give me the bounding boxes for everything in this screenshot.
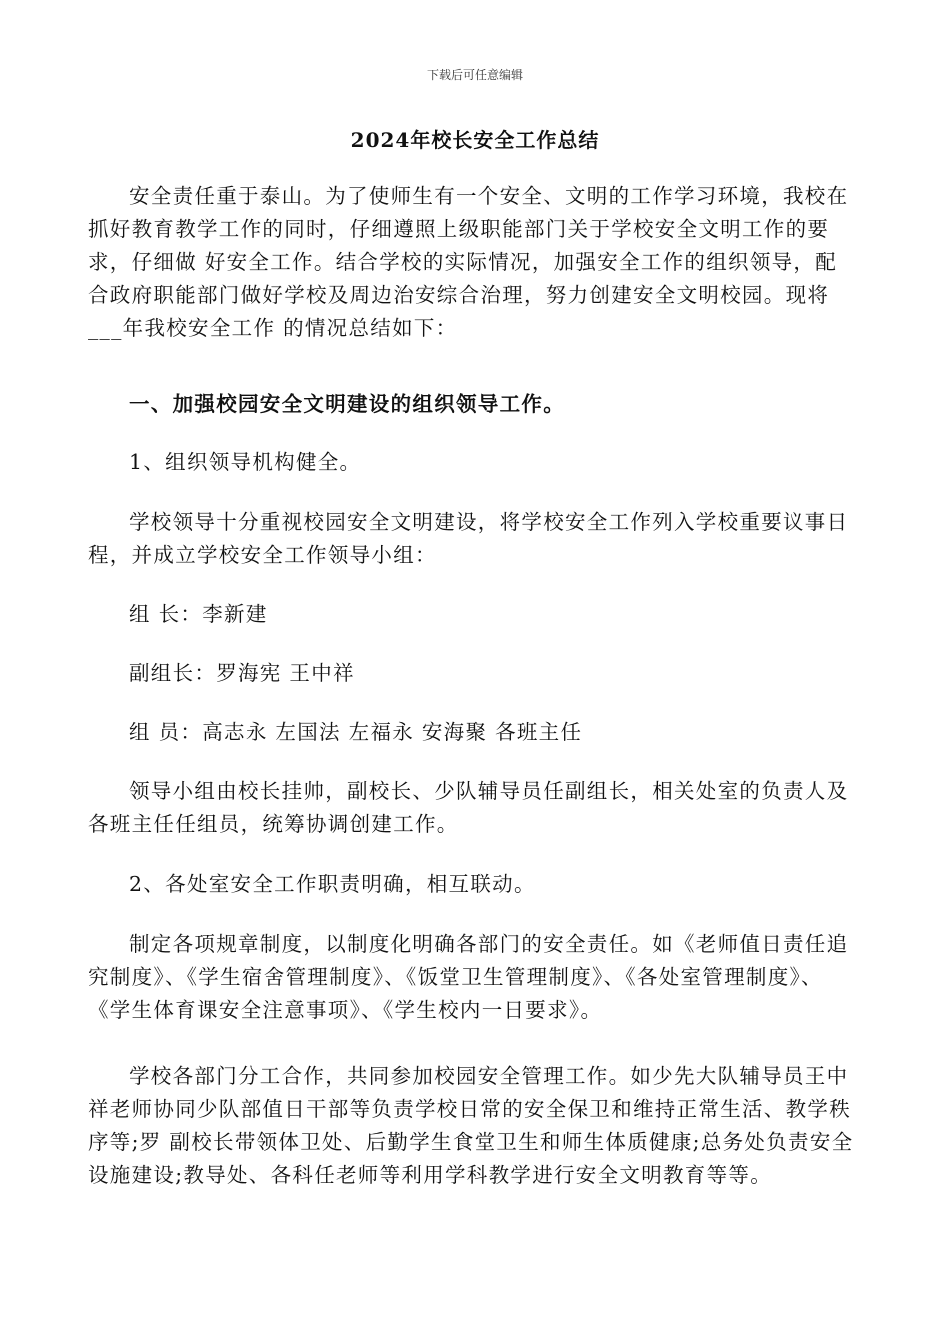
document-title: 2024年校长安全工作总结: [350, 128, 600, 152]
leadership-paragraph: 学校领导十分重视校园安全文明建设，将学校安全工作列入学校重要议事日程，并成立学校安全工作领导小组：: [88, 510, 849, 567]
group-leader-line: 组 长：李新建: [129, 602, 268, 626]
page-header-note: 下载后可任意编辑: [426, 68, 523, 82]
regulations-paragraph: 制定各项规章制度，以制度化明确各部门的安全责任。如《老师值日责任追究制度》、《学生宿舍管理制度》、《饭堂卫生管理制度》、《各处室管理制度》、《学生体育课安全注意事项》、《学生校内一日要求》。: [88, 932, 849, 1022]
deputy-leader-line: 副组长：罗海宪 王中祥: [129, 661, 355, 685]
intro-paragraph: 安全责任重于泰山。为了使师生有一个安全、文明的工作学习环境，我校在抓好教育教学工作的同时，仔细遵照上级职能部门关于学校安全文明工作的要求，仔细做 好安全工作。结合学校的实际情况，加强安全工作的组织领导，配合政府职能部门做好学校及周边治安综合治理，努力创建安全文明校园。现将___年我校安全工作 的情况总结如下：: [88, 184, 849, 340]
group-description-paragraph: 领导小组由校长挂帅，副校长、少队辅导员任副组长，相关处室的负责人及各班主任任组员，统筹协调创建工作。: [88, 779, 849, 836]
section-heading-1: 一、加强校园安全文明建设的组织领导工作。: [129, 392, 565, 416]
subheading-2: 2、各处室安全工作职责明确，相互联动。: [129, 872, 536, 896]
subheading-1: 1、组织领导机构健全。: [129, 450, 362, 474]
cooperation-paragraph: 学校各部门分工合作，共同参加校园安全管理工作。如少先大队辅导员王中祥老师协同少队部值日干部等负责学校日常的安全保卫和维持正常生活、教学秩序等;罗 副校长带领体卫处、后勤学生食堂卫生和师生体质健康;总务处负责安全设施建设;教导处、各科任老师等利用学科教学进行安全文明教育等等。: [88, 1064, 854, 1187]
group-members-line: 组 员：高志永 左国法 左福永 安海聚 各班主任: [129, 720, 583, 744]
